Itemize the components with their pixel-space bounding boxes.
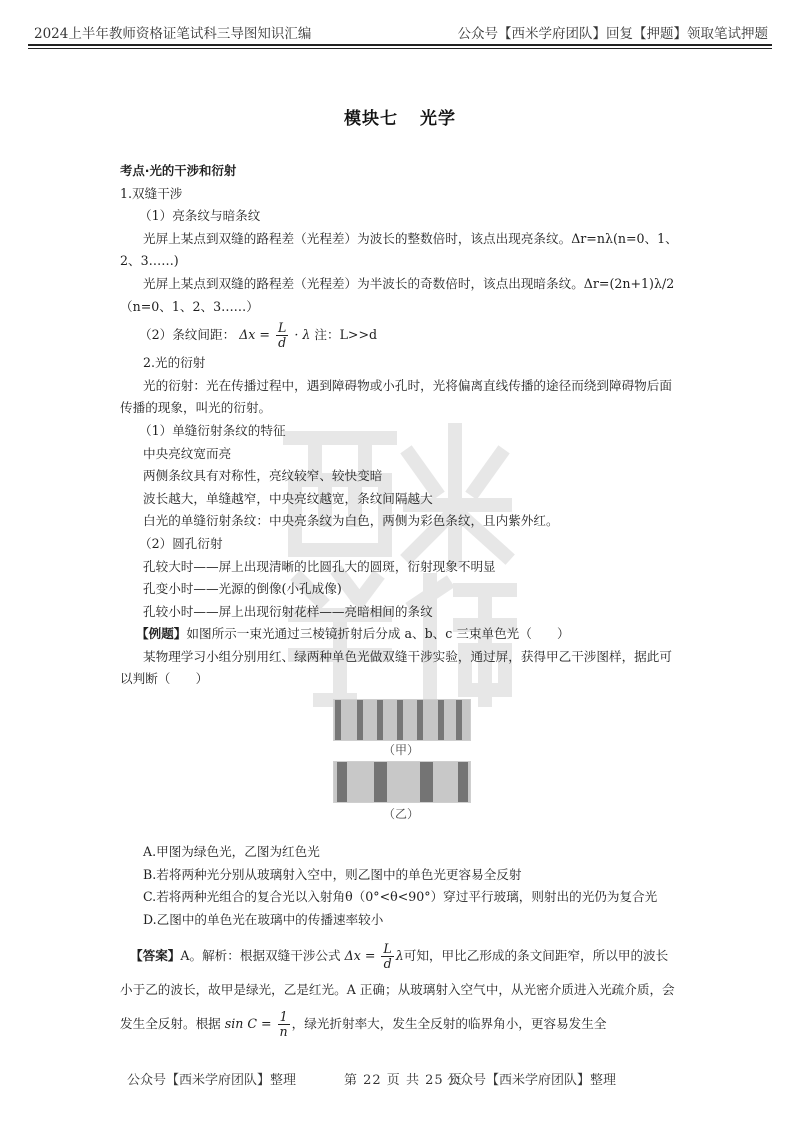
section-heading: 考点·光的干涉和衍射 <box>120 163 237 178</box>
dark-fringe-rule: 光屏上某点到双缝的路程差（光程差）为半波长的奇数倍时，该点出现暗条纹。Δr=(2n+1)λ/2（n=0、1、2、3……） <box>120 275 675 314</box>
interference-figure <box>120 691 680 841</box>
single-slit-feature: 中央亮纹宽而亮 <box>143 445 232 461</box>
frac-denominator: d <box>278 335 287 351</box>
example-stem-2: 某物理学习小组分别用红、绿两种单色光做双缝干涉实验，通过屏，获得甲乙干涉图样，据此可以判断（ ） <box>120 648 672 687</box>
footer-right: 公众号【西米学府团队】整理 <box>447 1073 617 1088</box>
answer-text: ，绿光折射率大，发生全反射的临界角小，更容易发生全 <box>291 1016 607 1032</box>
fringe-spacing-formula <box>120 318 680 352</box>
page-header <box>28 22 772 42</box>
page-title <box>0 104 800 129</box>
answer-sin-formula-lhs: sin C = <box>224 1016 272 1032</box>
circular-hole-case: 孔较小时——屏上出现衍射花样——亮暗相间的条纹 <box>143 603 433 619</box>
fringe-pattern-yi <box>333 761 471 803</box>
header-rule-thick <box>28 44 772 46</box>
formula-note: 注：L>>d <box>314 327 378 343</box>
single-slit-feature: 波长越大，单缝越窄，中央亮纹越宽，条纹间隔越大 <box>143 490 433 506</box>
diffraction-definition: 光的衍射：光在传播过程中，遇到障碍物或小孔时，光将偏离直线传播的途径而绕到障碍物后面传播的现象，叫光的衍射。 <box>120 377 672 416</box>
answer-formula-rhs: λ <box>395 948 404 964</box>
frac-denominator: n <box>279 1024 288 1040</box>
single-slit-heading: （1）单缝衍射条纹的特征 <box>139 422 286 438</box>
answer-tag: 【答案】 <box>130 948 181 964</box>
document-body <box>120 160 680 1041</box>
answer-fraction-L-over-d <box>381 942 393 971</box>
formula-rhs: · λ <box>294 327 311 343</box>
example-stem-text: 如图所示一束光通过三棱镜折射后分成 a、b、c 三束单色光（ ） <box>186 626 570 642</box>
subsection-heading-interference: 1.双缝干涉 <box>120 185 183 201</box>
frac-denominator: d <box>383 956 392 972</box>
circular-hole-case: 孔较大时——屏上出现清晰的比圆孔大的圆斑，衍射现象不明显 <box>143 558 496 574</box>
header-rule-thin <box>28 48 772 49</box>
single-slit-feature: 白光的单缝衍射条纹：中央亮条纹为白色，两侧为彩色条纹，且内紫外红。 <box>143 513 559 529</box>
example-tag: 【例题】 <box>136 626 187 642</box>
subsection-heading-diffraction: 2.光的衍射 <box>143 355 206 371</box>
option-b: B.若将两种光分别从玻璃射入空中，则乙图中的单色光更容易全反射 <box>143 866 522 882</box>
fringe-spacing-label: （2）条纹间距： <box>139 327 236 343</box>
option-c: C.若将两种光组合的复合光以入射角θ（0°<θ<90°）穿过平行玻璃，则射出的光仍为复合光 <box>143 889 658 905</box>
option-a: A.甲图为绿色光，乙图为红色光 <box>143 844 320 860</box>
bright-fringe-rule: 光屏上某点到双缝的路程差（光程差）为波长的整数倍时，该点出现亮条纹。Δr=nλ(n=0、1、2、3……) <box>120 230 678 269</box>
fraction-L-over-d <box>276 321 288 350</box>
frac-numerator: L <box>277 320 287 336</box>
header-promo: 公众号【西米学府团队】回复【押题】领取笔试押题 <box>457 26 768 42</box>
frac-numerator: 1 <box>279 1009 288 1025</box>
circular-hole-case: 孔变小时——光源的倒像(小孔成像) <box>143 581 342 597</box>
answer-text: 可知，甲比乙形成的条文间距窄，所以甲的波长小于乙的波长，故甲是绿光，乙是红光。A 正确；从玻璃射入空气中，从光密介质进入光疏介质，会发生全反射。根据 <box>120 948 675 1032</box>
header-doc-title: 2024上半年教师资格证笔试科三导图知识汇编 <box>34 26 312 42</box>
option-d: D.乙图中的单色光在玻璃中的传播速率较小 <box>143 911 384 927</box>
answer-paragraph <box>96 939 680 1041</box>
fringe-pattern-jia <box>333 699 471 741</box>
single-slit-feature: 两侧条纹具有对称性，亮纹较窄、较快变暗 <box>143 468 383 484</box>
answer-fraction-1-over-n <box>278 1010 290 1039</box>
page-number: 第 22 页 共 25 页 <box>344 1073 463 1088</box>
answer-text: A。解析：根据双缝干涉公式 <box>180 948 341 964</box>
circular-hole-heading: （2）圆孔衍射 <box>139 535 223 551</box>
example-stem-1 <box>120 623 680 646</box>
frac-numerator: L <box>383 941 392 957</box>
page-footer <box>0 1069 800 1089</box>
footer-left: 公众号【西米学府团队】整理 <box>127 1073 297 1088</box>
title-subject: 光学 <box>420 109 456 129</box>
answer-formula-lhs: Δx = <box>344 948 376 964</box>
figure-label-yi: （乙） <box>382 807 419 822</box>
figure-label-jia: （甲） <box>382 743 419 758</box>
item-bright-dark: （1）亮条纹与暗条纹 <box>139 208 261 224</box>
formula-lhs: Δx = <box>239 327 270 343</box>
title-module: 模块七 <box>344 109 398 129</box>
